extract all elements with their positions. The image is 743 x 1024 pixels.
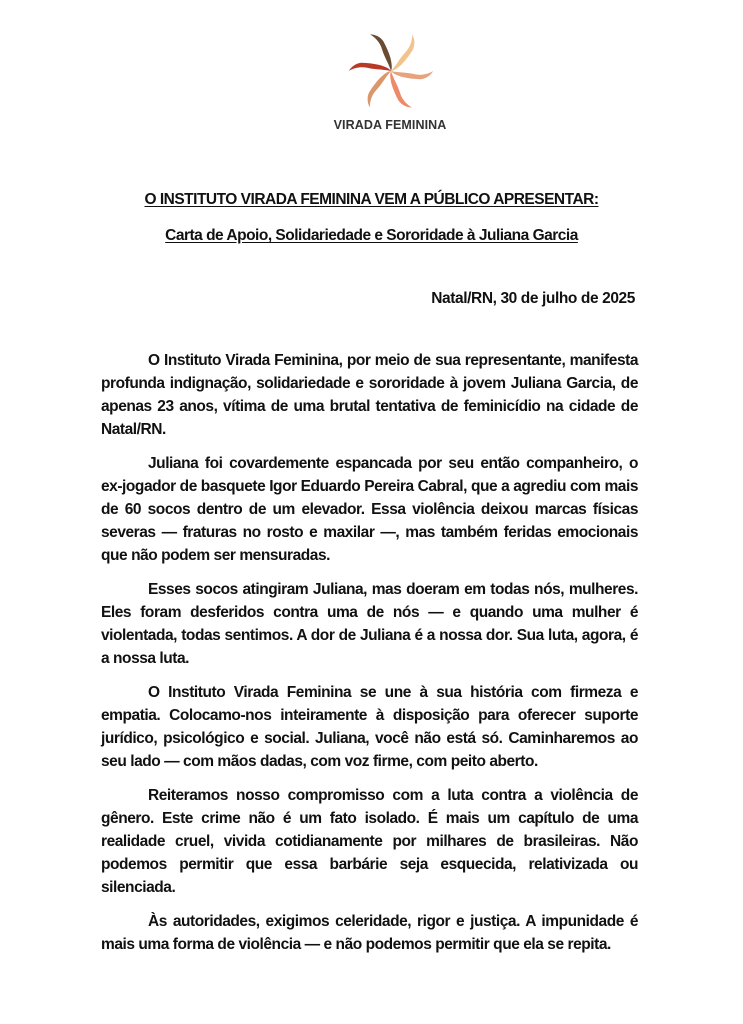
pinwheel-figures-icon: [346, 26, 436, 116]
paragraph: Esses socos atingiram Juliana, mas doeram em todas nós, mulheres. Eles foram desferidos contra uma de nós — e quando uma mulher é violentada, todas sentimos. A dor de Juliana é a nossa dor. Sua luta, agora, é a nossa luta.: [101, 581, 638, 667]
virada-feminina-logo: [330, 26, 450, 138]
paragraph: Juliana foi covardemente espancada por seu então companheiro, o ex-jogador de basquete Igor Eduardo Pereira Cabral, que a agrediu com mais de 60 socos dentro de um elevador. Essa violência deixou marcas físicas severas — fraturas no rosto e maxilar —, mas também feridas emocionais que não podem ser mensuradas.: [101, 455, 638, 564]
paragraph: O Instituto Virada Feminina, por meio de sua representante, manifesta profunda indignação, solidariedade e sororidade à jovem Juliana Garcia, de apenas 23 anos, vítima de uma brutal tentativa de feminicídio na cidade de Natal/RN.: [101, 352, 638, 438]
document-subtitle: Carta de Apoio, Solidariedade e Sororidade à Juliana Garcia: [165, 227, 578, 244]
letter-body: [101, 349, 638, 967]
logo-wordmark: VIRADA FEMININA: [333, 118, 447, 132]
place-and-date: Natal/RN, 30 de julho de 2025: [431, 290, 635, 307]
paragraph: Reiteramos nosso compromisso com a luta contra a violência de gênero. Este crime não é um fato isolado. É mais um capítulo de uma realidade cruel, vivida cotidianamente por milhares de brasileiras. Não podemos permitir que essa barbárie seja esquecida, relativizada ou silenciada.: [101, 787, 638, 896]
document-heading: O INSTITUTO VIRADA FEMININA VEM A PÚBLICO APRESENTAR:: [144, 191, 599, 208]
paragraph: Às autoridades, exigimos celeridade, rigor e justiça. A impunidade é mais uma forma de violência — e não podemos permitir que ela se repita.: [101, 913, 638, 953]
paragraph: O Instituto Virada Feminina se une à sua história com firmeza e empatia. Colocamo-nos inteiramente à disposição para oferecer suporte jurídico, psicológico e social. Juliana, você não está só. Caminharemos ao seu lado — com mãos dadas, com voz firme, com peito aberto.: [101, 684, 638, 770]
